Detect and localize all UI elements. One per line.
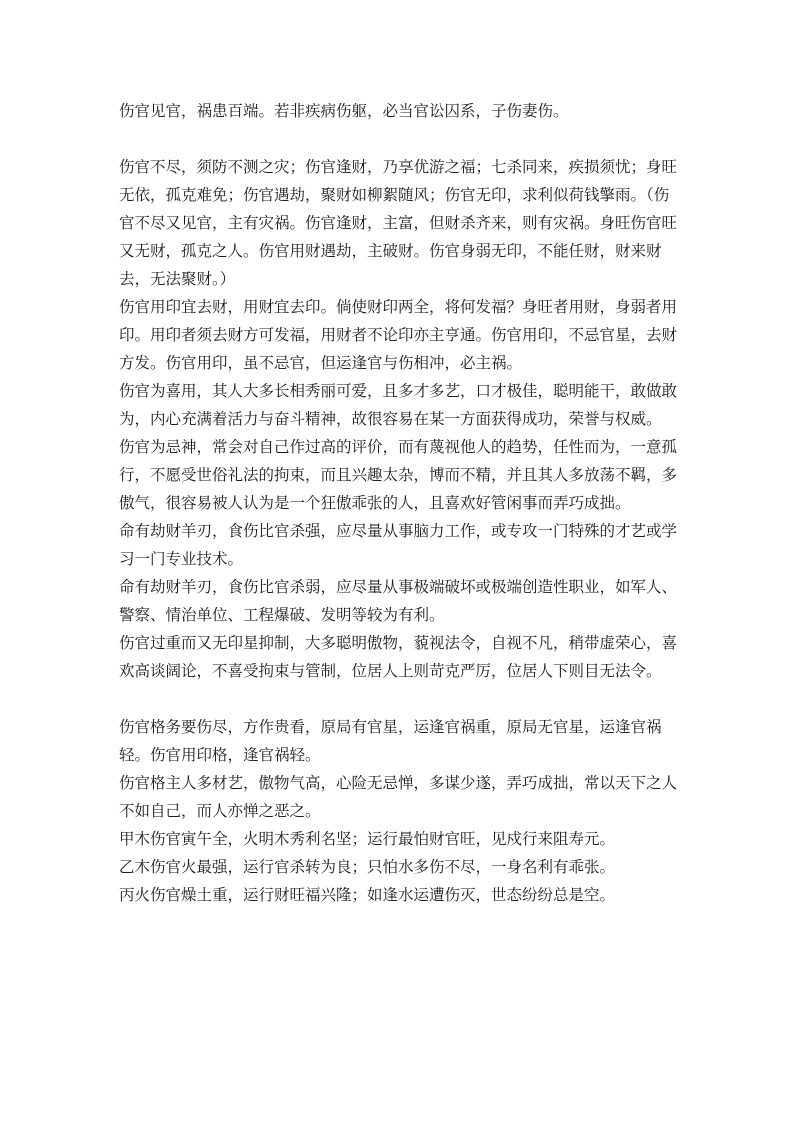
paragraph-4: 伤官为喜用，其人大多长相秀丽可爱，且多才多艺，口才极佳，聪明能干，敢做敢为，内心充满着活力与奋斗精神，故很容易在某一方面获得成功，荣誉与权威。 [119, 382, 678, 428]
paragraph-3: 伤官用印宜去财，用财宜去印。倘使财印两全，将何发福？身旺者用财，身弱者用印。用印者须去财方可发福，用财者不论印亦主亨通。伤官用印，不忌官星，去财方发。伤官用印，虽不忌官，但运逢官与伤相冲，必主祸。 [119, 298, 678, 372]
paragraph-8: 伤官过重而又无印星抑制，大多聪明傲物，藐视法令，自视不凡，稍带虚荣心，喜欢高谈阔论，不喜受拘束与管制，位居人上则苛克严厉，位居人下则目无法令。 [119, 634, 678, 680]
paragraph-2: 伤官不尽，须防不测之灾；伤官逢财，乃享优游之福；七杀同来，疾损须忧；身旺无依，孤克难免；伤官遇劫，聚财如柳絮随风；伤官无印，求利似荷钱擎雨。（伤官不尽又见官，主有灾祸。伤官逢财，主富，但财杀齐来，则有灾祸。身旺伤官旺又无财，孤克之人。伤官用财遇劫，主破财。伤官身弱无印，不能任财，财来财去，无法聚财。） [119, 158, 678, 288]
paragraph-5: 伤官为忌神，常会对自己作过高的评价，而有蔑视他人的趋势，任性而为，一意孤行，不愿受世俗礼法的拘束，而且兴趣太杂，博而不精，并且其人多放荡不羁，多傲气，很容易被人认为是一个狂傲乖张的人，且喜欢好管闲事而弄巧成拙。 [119, 438, 678, 512]
paragraph-11: 甲木伤官寅午全，火明木秀利名坚；运行最怕财官旺，见戍行来阻寿元。 [119, 830, 616, 848]
paragraph-7: 命有劫财羊刃，食伤比官杀弱，应尽量从事极端破坏或极端创造性职业，如军人、警察、情治单位、工程爆破、发明等较为有利。 [119, 578, 678, 624]
blank-line [119, 125, 679, 153]
paragraph-10: 伤官格主人多材艺，傲物气高，心险无忌惮，多谋少遂，弄巧成拙，常以天下之人不如自己，而人亦惮之恶之。 [119, 774, 678, 820]
document-body [119, 97, 679, 909]
paragraph-1: 伤官见官，祸患百端。若非疾病伤躯，必当官讼囚系，子伤妻伤。 [119, 102, 569, 120]
paragraph-9: 伤官格务要伤尽，方作贵看，原局有官星，运逢官祸重，原局无官星，运逢官祸轻。伤官用印格，逢官祸轻。 [119, 718, 662, 764]
paragraph-13: 丙火伤官燥土重，运行财旺福兴隆；如逢水运遭伤灭，世态纷纷总是空。 [119, 886, 616, 904]
blank-line [119, 685, 679, 713]
paragraph-12: 乙木伤官火最强，运行官杀转为良；只怕水多伤不尽，一身名利有乖张。 [119, 858, 616, 876]
paragraph-6: 命有劫财羊刃，食伤比官杀强，应尽量从事脑力工作，或专攻一门特殊的才艺或学习一门专业技术。 [119, 522, 678, 568]
